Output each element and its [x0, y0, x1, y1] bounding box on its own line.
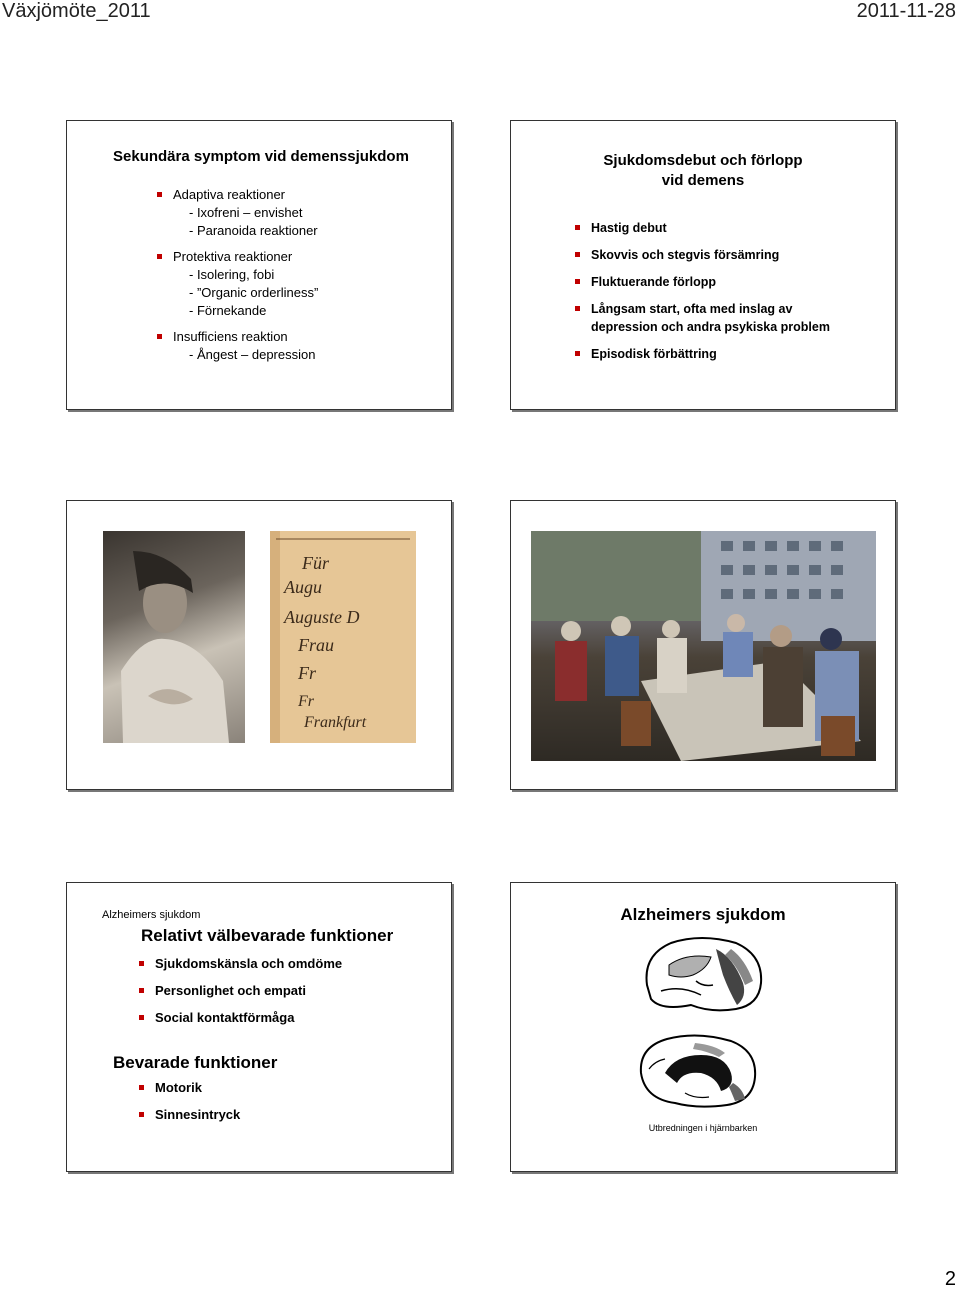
list-item: Sinnesintryck	[145, 1106, 240, 1124]
svg-text:Fr: Fr	[298, 693, 314, 710]
list-item: Motorik	[145, 1079, 240, 1097]
slide-group-photo	[510, 500, 896, 790]
bullet-sub: - Ångest – depression	[189, 347, 316, 362]
bullet-main: Adaptiva reaktioner	[173, 187, 286, 202]
bullet-sub: - Isolering, fobi	[189, 267, 275, 282]
bullet-sub: - Ixofreni – envishet	[189, 205, 303, 220]
header-date: 2011-11-28	[856, 0, 956, 22]
svg-text:Augu: Augu	[284, 577, 322, 597]
svg-text:Fr: Fr	[298, 663, 316, 683]
svg-text:Für: Für	[302, 553, 329, 573]
list-item: Hastig debut	[581, 219, 830, 237]
slide-preserved-functions	[66, 882, 452, 1172]
bullet-list	[163, 186, 318, 372]
list-item: Episodisk förbättring	[581, 345, 830, 363]
bullet-list	[145, 1079, 240, 1133]
svg-text:Frau: Frau	[298, 635, 334, 655]
svg-text:Auguste D: Auguste D	[284, 607, 360, 627]
bullet-cont: depression och andra psykiska problem	[591, 320, 830, 334]
portrait-photo	[103, 531, 245, 743]
section-title: Bevarade funktioner	[113, 1053, 278, 1072]
handwriting-document	[270, 531, 416, 743]
handwriting-image	[270, 531, 416, 743]
list-item: Personlighet och empati	[145, 982, 342, 1000]
brain-medial-icon	[635, 1033, 759, 1111]
list-item: Fluktuerande förlopp	[581, 273, 830, 291]
title-line: Sjukdomsdebut och förlopp	[603, 152, 803, 169]
slide-title: Sekundära symptom vid demenssjukdom	[113, 148, 409, 165]
outdoor-dining-scene	[531, 531, 876, 761]
bullet-sub: - ”Organic orderliness”	[189, 285, 319, 300]
bullet-sub: - Paranoida reaktioner	[189, 223, 318, 238]
bullet-main: Insufficiens reaktion	[173, 329, 288, 344]
slide-auguste-photos	[66, 500, 452, 790]
bullet-list	[581, 219, 830, 372]
slide-secondary-symptoms	[66, 120, 452, 410]
title-line: vid demens	[661, 172, 745, 189]
bullet-list	[145, 955, 342, 1036]
list-item: Social kontaktförmåga	[145, 1009, 342, 1027]
header-left: Växjömöte_2011	[2, 0, 151, 22]
slide-alzheimers-brain	[510, 882, 896, 1172]
slide-title: Relativt välbevarade funktioner	[141, 926, 394, 945]
bullet-main: Protektiva reaktioner	[173, 249, 293, 264]
list-item	[163, 186, 318, 240]
brain-lateral-icon	[641, 935, 765, 1013]
portrait-figure	[103, 531, 245, 743]
bullet-main: Långsam start, ofta med inslag av	[591, 302, 793, 316]
list-item	[581, 300, 830, 336]
slide-title: Alzheimers sjukdom	[620, 905, 786, 924]
group-photo	[531, 531, 876, 761]
page-number: 2	[944, 1268, 956, 1290]
list-item: Sjukdomskänsla och omdöme	[145, 955, 342, 973]
slide-subtitle: Alzheimers sjukdom	[102, 909, 201, 921]
list-item: Skovvis och stegvis försämring	[581, 246, 830, 264]
svg-text:Frankfurt: Frankfurt	[304, 714, 367, 731]
slide-title	[511, 151, 895, 191]
figure-caption: Utbredningen i hjärnbarken	[648, 1123, 758, 1133]
list-item	[163, 328, 318, 364]
bullet-sub: - Förnekande	[189, 303, 267, 318]
slide-disease-onset	[510, 120, 896, 410]
list-item	[163, 248, 318, 320]
